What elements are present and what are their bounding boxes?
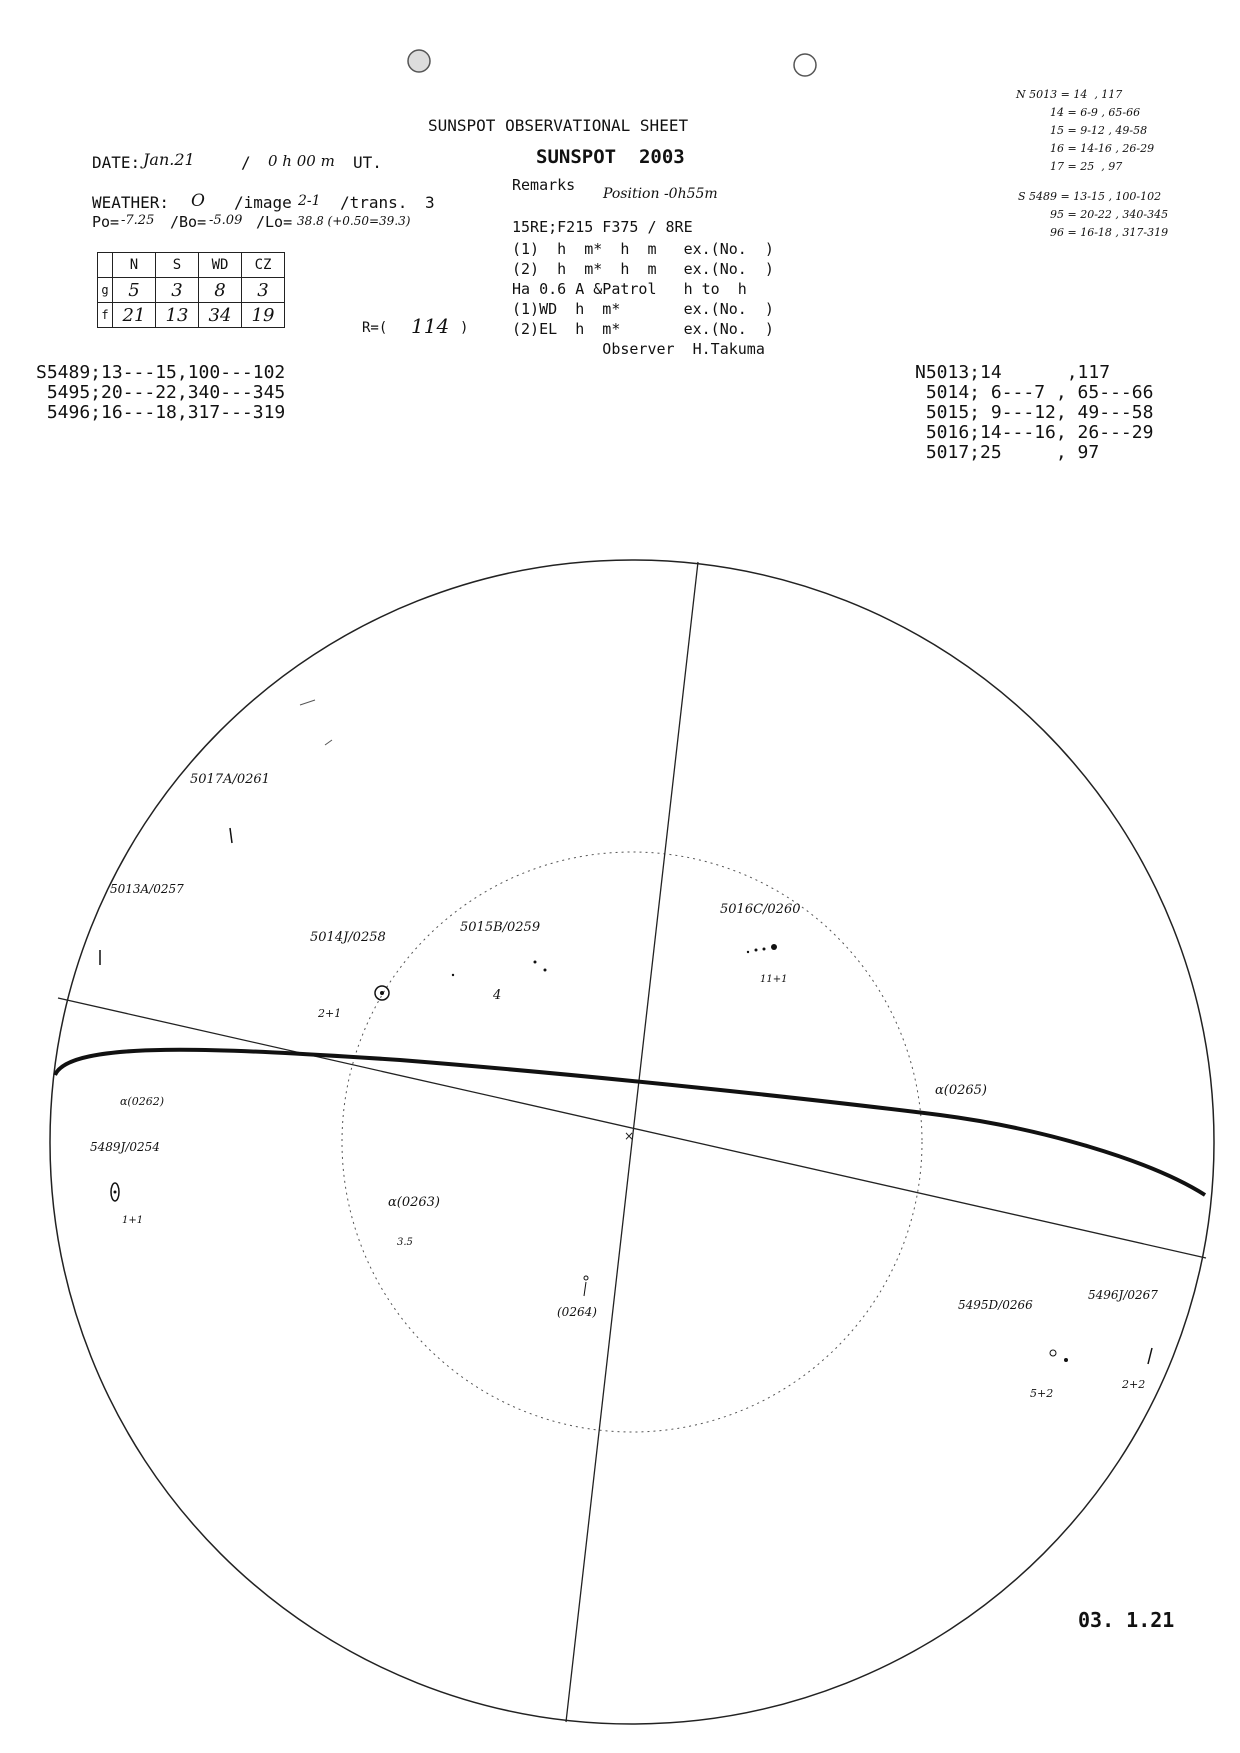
corner-note: N 5013 = 14 , 117 (1016, 88, 1123, 101)
sunspot-5495 (1050, 1350, 1068, 1362)
remarks-line: (2) h m* h m ex.(No. ) (512, 260, 774, 278)
disk-count-5015: 4 (493, 988, 502, 1003)
observer-line: Observer H.Takuma (512, 340, 765, 358)
disk-count-0263: 3.5 (397, 1237, 413, 1248)
disk-label-5015b: 5015B/0259 (460, 920, 541, 935)
remarks-handwritten: Position -0h55m (603, 186, 718, 202)
south-group-line: 5496;16---18,317---319 (36, 402, 286, 423)
remarks-line: Ha 0.6 A &Patrol h to h (512, 280, 747, 298)
sheet-title: SUNSPOT OBSERVATIONAL SHEET (428, 116, 689, 135)
column-header-cz: CZ (242, 253, 285, 278)
image-value: 2-1 (298, 193, 321, 209)
south-group-line: S5489;13---15,100---102 (36, 362, 286, 383)
disk-label-5489j: 5489J/0254 (90, 1140, 160, 1154)
cell-g-n: 5 (113, 278, 156, 303)
sunspot-5015 (452, 961, 547, 977)
bo-label: /Bo= (170, 213, 207, 231)
solar-equator-curve (55, 1050, 1205, 1195)
disk-label-0265: α(0265) (935, 1083, 988, 1098)
disk-label-0263: α(0263) (388, 1195, 441, 1210)
faint-marks (100, 700, 332, 965)
disk-label-5013a: 5013A/0257 (110, 882, 184, 896)
sunspot-0264 (584, 1276, 588, 1296)
disk-label-5014j: 5014J/0258 (310, 930, 386, 945)
cell-f-n: 21 (113, 303, 156, 328)
disk-label-5495d: 5495D/0266 (958, 1298, 1033, 1312)
remarks-line: (1) h m* h m ex.(No. ) (512, 240, 774, 258)
corner-note: 14 = 6-9 , 65-66 (1050, 106, 1141, 119)
date-label: DATE: (92, 153, 141, 172)
corner-note: 16 = 14-16 , 26-29 (1050, 142, 1155, 155)
sunspot-5496 (1148, 1348, 1152, 1364)
disk-label-5017a: 5017A/0261 (190, 772, 270, 787)
disk-count-5495: 5+2 (1030, 1387, 1054, 1400)
bo-value: -5.09 (209, 213, 243, 228)
po-label: Po= (92, 213, 120, 231)
corner-note: S 5489 = 13-15 , 100-102 (1018, 190, 1162, 203)
cell-g-wd: 8 (199, 278, 242, 303)
north-group-line: 5016;14---16, 26---29 (915, 422, 1154, 443)
sunspot-5016 (747, 944, 777, 953)
disk-count-5489: 1+1 (122, 1215, 144, 1226)
time-unit: UT. (353, 153, 382, 172)
image-label: /image (234, 193, 292, 212)
time-value: 0 h 00 m (268, 152, 335, 170)
corner-note: 15 = 9-12 , 49-58 (1050, 124, 1148, 137)
south-group-line: 5495;20---22,340---345 (36, 382, 286, 403)
center-mark: × (624, 1129, 635, 1143)
footer-date-stamp: 03. 1.21 (1078, 1608, 1175, 1632)
remarks-line: (2)EL h m* ex.(No. ) (512, 320, 774, 338)
column-header-s: S (156, 253, 199, 278)
disk-count-5496: 2+2 (1122, 1378, 1146, 1391)
cell-f-s: 13 (156, 303, 199, 328)
disk-label-0264: (0264) (557, 1305, 597, 1319)
remarks-label: Remarks (512, 176, 576, 194)
lo-value: 38.8 (+0.50=39.3) (297, 214, 411, 228)
r-value: 114 (411, 314, 450, 338)
weather-value: O (191, 191, 205, 211)
corner-note: 95 = 20-22 , 340-345 (1050, 208, 1169, 221)
sheet-subtitle: SUNSPOT 2003 (536, 146, 685, 168)
north-group-line: N5013;14 ,117 (915, 362, 1111, 383)
corner-note: 17 = 25 , 97 (1050, 160, 1123, 173)
north-group-line: 5015; 9---12, 49---58 (915, 402, 1154, 423)
remarks-line: (1)WD h m* ex.(No. ) (512, 300, 774, 318)
north-group-line: 5014; 6---7 , 65---66 (915, 382, 1154, 403)
trans-value: 3 (425, 193, 435, 212)
row-label-g: g (98, 278, 113, 303)
remarks-line: 15RE;F215 F375 / 8RE (512, 218, 693, 236)
cell-g-cz: 3 (242, 278, 285, 303)
north-group-line: 5017;25 , 97 (915, 442, 1100, 463)
sunspot-5489 (111, 1183, 119, 1201)
po-value: -7.25 (121, 213, 155, 228)
weather-label: WEATHER: (92, 193, 170, 212)
disk-count-5016: 11+1 (760, 974, 788, 985)
row-label-f: f (98, 303, 113, 328)
disk-label-5496j: 5496J/0267 (1088, 1288, 1158, 1302)
r-label: R=( (362, 320, 388, 336)
disk-label-0262: α(0262) (120, 1095, 165, 1108)
r-close: ) (460, 320, 469, 336)
cell-f-wd: 34 (199, 303, 242, 328)
disk-label-5016c: 5016C/0260 (720, 902, 801, 917)
trans-label: /trans. (340, 193, 408, 212)
column-header-wd: WD (199, 253, 242, 278)
lo-label: /Lo= (256, 213, 293, 231)
corner-note: 96 = 16-18 , 317-319 (1050, 226, 1169, 239)
sunspot-5014 (375, 986, 389, 1000)
date-value: Jan.21 (143, 150, 195, 169)
cell-g-s: 3 (156, 278, 199, 303)
equator-line (58, 998, 1206, 1258)
cell-f-cz: 19 (242, 303, 285, 328)
time-separator: / (241, 153, 251, 172)
disk-count-5014: 2+1 (318, 1007, 342, 1020)
column-header-n: N (113, 253, 156, 278)
